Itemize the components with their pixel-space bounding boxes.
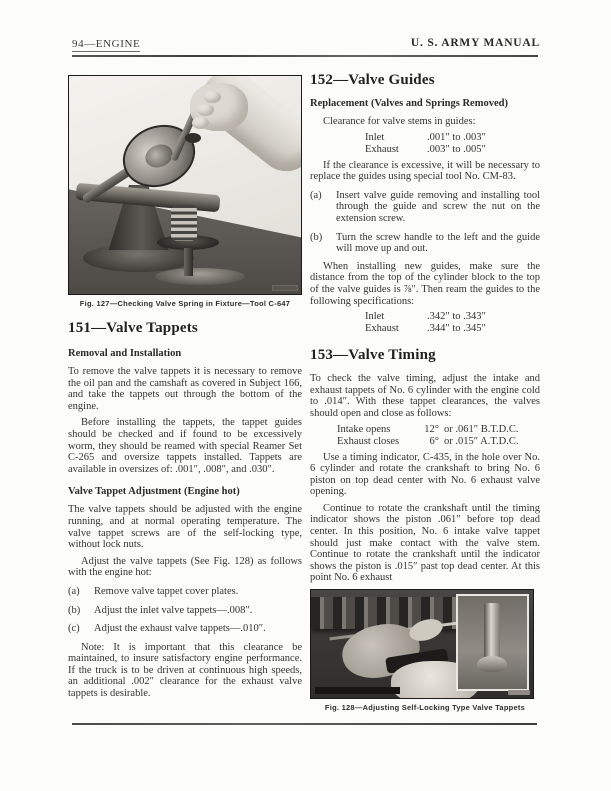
section-152-title: 152—Valve Guides bbox=[310, 72, 435, 88]
list-item-label: (b) bbox=[68, 604, 81, 616]
list-item-label: (a) bbox=[310, 189, 322, 201]
manual-title-header: U. S. ARMY MANUAL bbox=[410, 37, 540, 49]
spec-value: .344″ to .345″ bbox=[427, 323, 486, 335]
fig-127-photo bbox=[68, 75, 302, 295]
list-item-label: (b) bbox=[310, 231, 323, 243]
timing-row bbox=[337, 424, 540, 436]
spec-label: Exhaust bbox=[365, 323, 399, 335]
paragraph: To remove the valve tappets it is necessary to remove the oil pan and the camshaft as covered in Subject 166, and take the tappets out through the bottom of the engine. bbox=[68, 366, 302, 412]
list-item bbox=[310, 190, 540, 225]
timing-label: Exhaust closes bbox=[337, 435, 400, 447]
spec-value: .342″ to .343″ bbox=[427, 311, 486, 323]
timing-value: or .015″ A.T.D.C. bbox=[444, 435, 519, 447]
finger bbox=[204, 91, 221, 103]
valve-spring bbox=[171, 205, 197, 241]
timing-degrees: 12° bbox=[424, 423, 439, 435]
paragraph: If the clearance is excessive, it will be necessary to replace the guides using special tool No. CM-83. bbox=[310, 159, 540, 183]
fixture-foot bbox=[155, 268, 245, 285]
list-item-text: Turn the screw handle to the left and the guide will move up and out. bbox=[336, 231, 540, 255]
spec-value: .003″ to .005″ bbox=[427, 143, 486, 155]
fig-128-photo bbox=[310, 589, 534, 699]
list-item bbox=[68, 605, 302, 617]
section-151-title: 151—Valve Tappets bbox=[68, 320, 198, 336]
timing-row bbox=[337, 436, 540, 448]
ream-spec-table bbox=[365, 311, 540, 335]
right-column bbox=[310, 72, 540, 712]
list-item-label: (c) bbox=[68, 623, 80, 635]
spec-row bbox=[365, 323, 540, 335]
paragraph: Use a timing indicator, C-435, in the hole over No. 6 cylinder and rotate the crankshaft to bring No. 6 piston on top dead center with No. 6 exhaust valve opening. bbox=[310, 451, 540, 498]
fig-127-caption: Fig. 127—Checking Valve Spring in Fixture—Tool C-647 bbox=[79, 299, 291, 308]
clearance-spec-table bbox=[365, 132, 540, 156]
timing-label: Intake opens bbox=[337, 423, 391, 435]
tappet-adjustment-subhead: Valve Tappet Adjustment (Engine hot) bbox=[68, 486, 240, 498]
photo-id-mark bbox=[272, 285, 298, 291]
page-number-header: 94—ENGINE bbox=[72, 38, 141, 50]
spec-label: Inlet bbox=[365, 131, 385, 143]
tappet-inset bbox=[456, 594, 529, 691]
list-item bbox=[310, 232, 540, 255]
paragraph: Adjust the valve tappets (See Fig. 128) as follows with the engine hot: bbox=[68, 555, 302, 579]
page-bottom-rule bbox=[72, 723, 537, 725]
list-item bbox=[68, 623, 302, 635]
spec-row bbox=[365, 132, 540, 144]
header-underline bbox=[72, 51, 140, 52]
replacement-subhead: Replacement (Valves and Springs Removed) bbox=[310, 98, 508, 109]
paragraph: Continue to rotate the crankshaft until the timing indicator shows the piston .061″ before top dead center. In this position, No. 6 intake valve tappet should just make contact with the valve stem. Continue to rotate the crankshaft until the indicator shows the piston is .015″ past top dead center. At this point No. 6 exhaust bbox=[310, 502, 540, 584]
handle-knob bbox=[185, 133, 201, 143]
spec-value: .001″ to .003″ bbox=[427, 131, 486, 143]
finger bbox=[197, 104, 214, 116]
header-rule bbox=[72, 55, 538, 57]
spec-label: Inlet bbox=[365, 311, 385, 323]
valve-tappet bbox=[484, 603, 500, 661]
paragraph: Before installing the tappets, the tappet guides should be checked and if found to be excessively worm, they should be reamed with special Reamer Set C-265 and oversize tappets installed. Tappets are available in oversizes of: .001″, .008″, and .030″. bbox=[68, 417, 302, 475]
paragraph: Clearance for valve stems in guides: bbox=[323, 116, 476, 127]
spec-row bbox=[365, 144, 540, 156]
removal-installation-subhead: Removal and Installation bbox=[68, 348, 182, 359]
shadow-strip bbox=[315, 687, 399, 694]
fixture-screw bbox=[184, 248, 193, 276]
spec-label: Exhaust bbox=[365, 143, 399, 155]
timing-value: or .061″ B.T.D.C. bbox=[444, 423, 519, 435]
list-item-label: (a) bbox=[68, 585, 80, 597]
list-item bbox=[68, 586, 302, 598]
paragraph: To check the valve timing, adjust the intake and exhaust tappets of No. 6 cylinder with the engine cold to .014″. With these tappet clearances, the valves should open and close as follows: bbox=[310, 373, 540, 419]
list-item-text: Remove valve tappet cover plates. bbox=[94, 585, 239, 597]
paragraph: When installing new guides, make sure the distance from the top of the cylinder block to the top of the valve guides is ⅞″. Then ream the guides to the following specifications: bbox=[310, 260, 540, 307]
left-column bbox=[68, 75, 302, 700]
list-item-text: Adjust the exhaust valve tappets—.010″. bbox=[94, 623, 266, 635]
tappet-base bbox=[477, 656, 507, 672]
list-item-text: Insert valve guide removing and installing tool through the guide and screw the nut on the extension screw. bbox=[336, 189, 540, 224]
timing-degrees: 6° bbox=[429, 435, 439, 447]
paragraph: The valve tappets should be adjusted with the engine running, and at normal operating temperature. The valve tappet screws are of the self-locking type, without lock nuts. bbox=[68, 504, 302, 551]
valve-timing-table bbox=[337, 424, 540, 448]
spec-row bbox=[365, 311, 540, 323]
section-153-title: 153—Valve Timing bbox=[310, 347, 436, 364]
photo-id-mark bbox=[508, 690, 530, 695]
fig-128-caption: Fig. 128—Adjusting Self-Locking Type Valve Tappets bbox=[324, 703, 526, 713]
note-paragraph: Note: It is important that this clearance be maintained, to insure satisfactory engine performance. If the truck is to be driven at continuous high speeds, an additional .002″ clearance for the exhaust valve tappets is desirable. bbox=[68, 641, 302, 700]
list-item-text: Adjust the inlet valve tappets—.008″. bbox=[94, 604, 253, 616]
